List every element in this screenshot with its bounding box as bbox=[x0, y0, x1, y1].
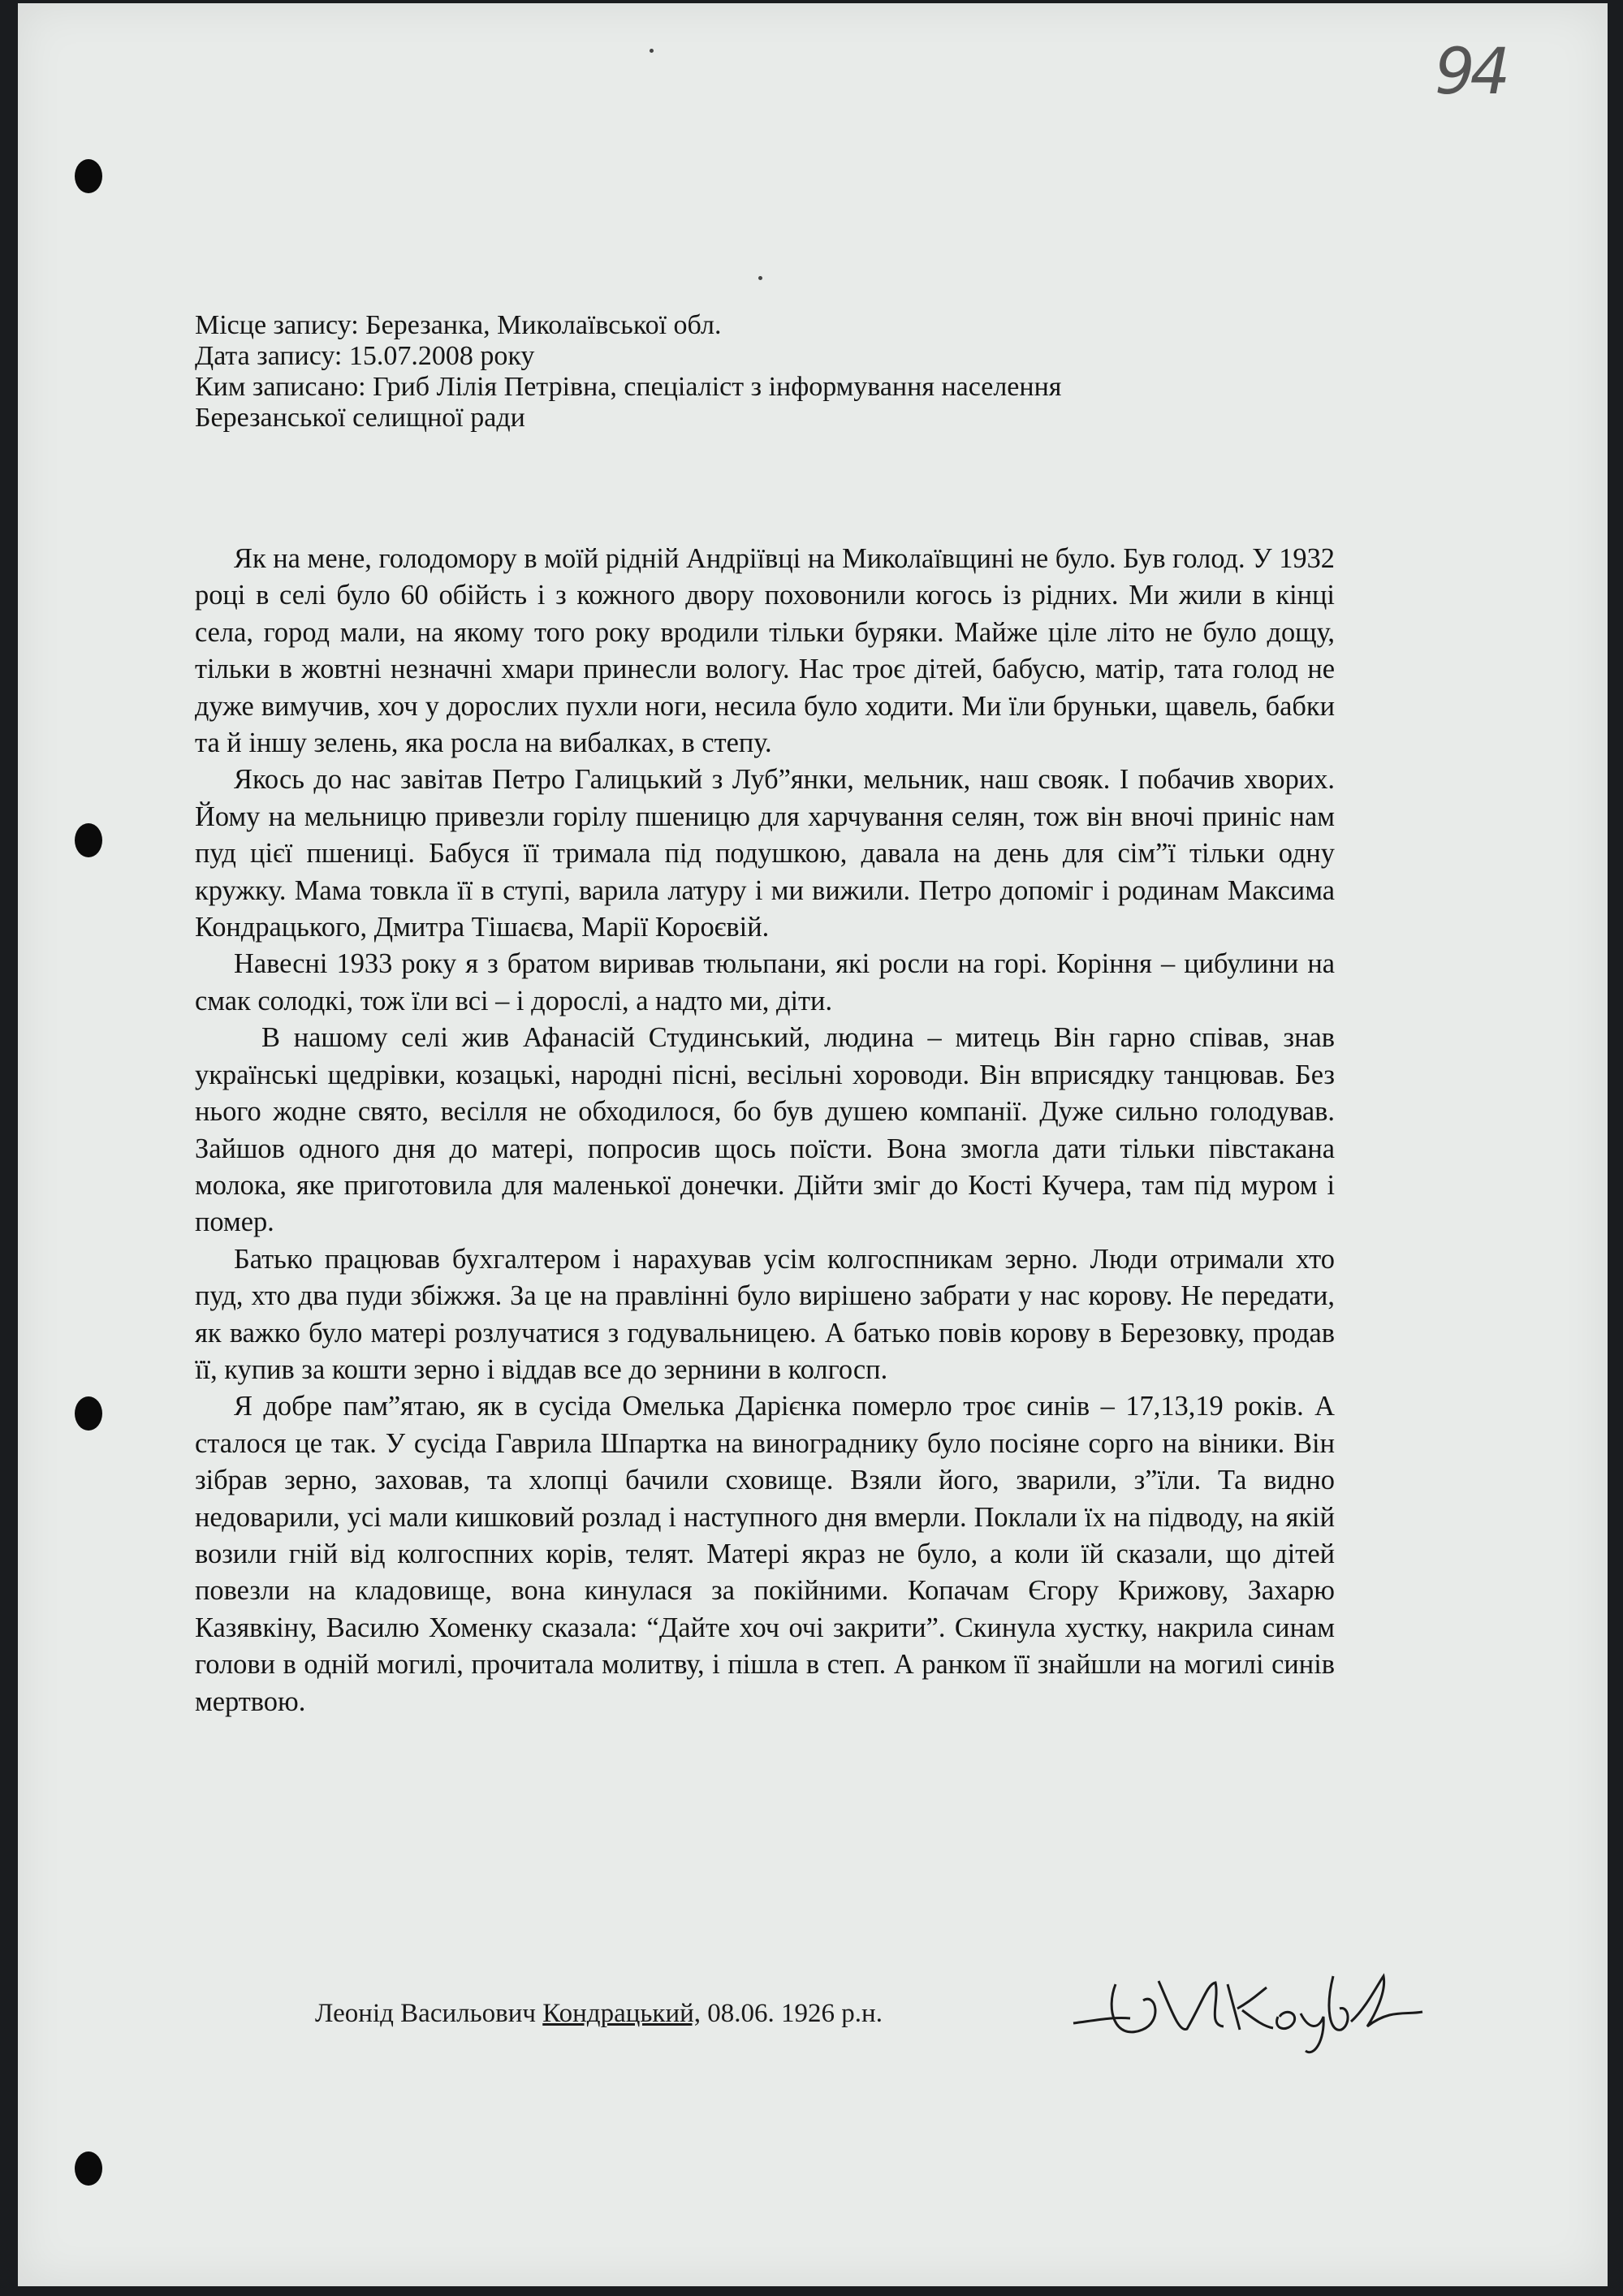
testimony-text bbox=[195, 541, 1335, 1720]
witness-line bbox=[315, 1999, 883, 2029]
witness-surname: Кондрацький, bbox=[542, 1999, 701, 2028]
paragraph: Як на мене, голодомору в моїй рідній Андріївці на Миколаївщині не було. Був голод. У 1932 році в селі було 60 обійсть і з кожного двору поховонили когось із рідних. Ми жили в кінці села, город мали, на якому того року вродили тільки буряки. Майже ціле літо не було дощу, тільки в жовтні незначні хмари принесли вологу. Нас троє дітей, бабусю, матір, тата голод не дуже вимучив, хоч у дорослих пухли ноги, несила було ходити. Ми їли бруньки, щавель, бабки та й іншу зелень, яка росла на вибалках, в степу. bbox=[195, 543, 1335, 759]
speck bbox=[650, 49, 654, 53]
witness-first-names: Леонід Васильович bbox=[315, 1999, 536, 2028]
witness-birth-date: 08.06. 1926 р.н. bbox=[707, 1999, 883, 2028]
record-header bbox=[195, 310, 1348, 434]
handwritten-signature bbox=[1065, 1952, 1439, 2065]
punch-hole bbox=[75, 159, 102, 193]
paragraph: Я добре пам”ятаю, як в сусіда Омелька Дарієнка померло троє синів – 17,13,19 років. А сталося це так. У сусіда Гаврила Шпартка на винограднику було посіяне сорго на віники. Він зібрав зерно, заховав, та хлопці бачили сховище. Взяли його, зварили, з”їли. Та видно недоварили, усі мали кишковий розлад і наступного дня вмерли. Поклали їх на підводу, на якій возили гній від колгоспних корів, телят. Матері якраз не було, а коли їй сказали, що дітей повезли на кладовище, вона кинулася за покійними. Копачам Єгору Крижову, Захарю Казявкіну, Василю Хоменку сказала: “Дайте хоч очі закрити”. Скинула хустку, накрила синам голови в одній могилі, прочитала молитву, і пішла в степ. А ранком її знайшли на могилі синів мертвою. bbox=[195, 1391, 1335, 1717]
document-page bbox=[18, 3, 1608, 2286]
page-number: 94 bbox=[1435, 36, 1506, 109]
paragraph: Якось до нас завітав Петро Галицький з Луб”янки, мельник, наш свояк. І побачив хворих. Йому на мельницю привезли горілу пшеницю для харчування селян, тож він вночі приніс нам пуд цієї пшениці. Бабуся її тримала під подушкою, давала на день для сім”ї тільки одну кружку. Мама товкла її в ступі, варила латуру і ми вижили. Петро допоміг і родинам Максима Кондрацького, Дмитра Тішаєва, Марії Короєвій. bbox=[195, 764, 1335, 943]
punch-hole bbox=[75, 2151, 102, 2186]
record-author-org: Березанської селищної ради bbox=[195, 403, 525, 433]
paragraph: Навесні 1933 року я з братом виривав тюльпани, які росли на горі. Коріння – цибулини на смак солодкі, тож їли всі – і дорослі, а надто ми, діти. bbox=[195, 948, 1335, 1016]
punch-hole bbox=[75, 1396, 102, 1431]
record-place: Місце запису: Березанка, Миколаївської обл. bbox=[195, 310, 722, 340]
record-date: Дата запису: 15.07.2008 року bbox=[195, 341, 535, 371]
paragraph: В нашому селі жив Афанасій Студинський, людина – митець Він гарно співав, знав українські щедрівки, козацькі, народні пісні, весільні хороводи. Він вприсядку танцював. Без нього жодне свято, весілля не обходилося, бо був душею компанії. Дуже сильно голодував. Зайшов одного дня до матері, попросив щось поїсти. Вона змогла дати тільки півстакана молока, яке приготовила для маленької донечки. Дійти зміг до Кості Кучера, там під муром і помер. bbox=[195, 1022, 1335, 1238]
punch-hole bbox=[75, 823, 102, 857]
record-author: Ким записано: Гриб Лілія Петрівна, спеціаліст з інформування населення bbox=[195, 372, 1062, 402]
speck bbox=[758, 276, 762, 280]
paragraph: Батько працював бухгалтером і нарахував усім колгоспникам зерно. Люди отримали хто пуд, хто два пуди збіжжя. За це на правлінні було вирішено забрати у нас корову. Не передати, як важко було матері розлучатися з годувальницею. А батько повів корову в Березовку, продав її, купив за кошти зерно і віддав все до зернини в колгосп. bbox=[195, 1243, 1335, 1385]
